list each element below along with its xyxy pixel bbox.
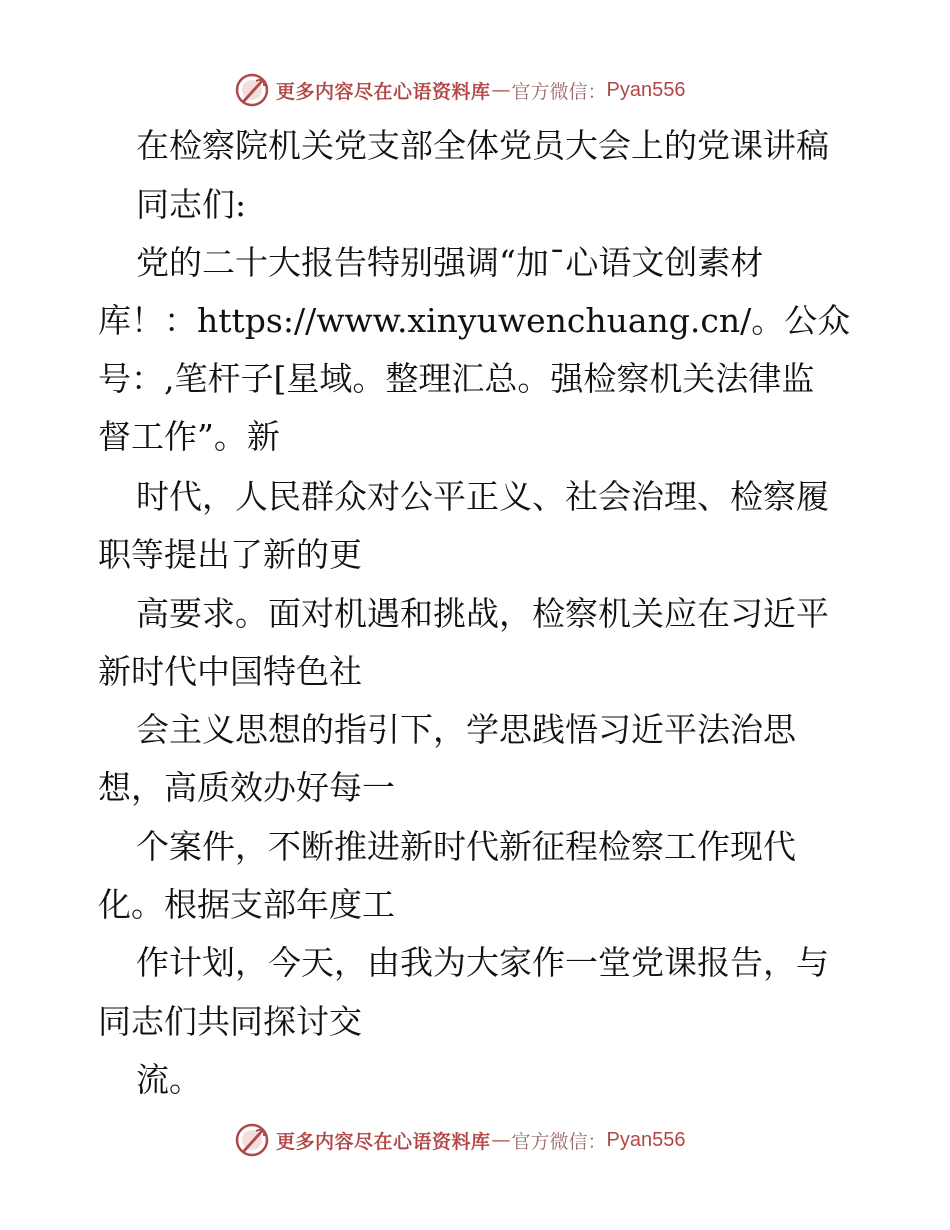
text-line: 督工作”。新 xyxy=(98,417,280,456)
text-line: 库！：https://www.xinyuwenchuang.cn/。公众 xyxy=(98,301,851,340)
banner-wechat-label: 官方微信： xyxy=(511,1130,607,1153)
salutation: 同志们: xyxy=(136,185,247,224)
banner-wechat-id: Pyan556 xyxy=(606,78,686,101)
footer-banner xyxy=(234,1120,686,1160)
banner-wechat-id: Pyan556 xyxy=(606,1128,686,1151)
text-line: 想，高质效办好每一 xyxy=(98,768,395,807)
banner-site-text: 更多内容尽在心语资料库 xyxy=(276,80,491,103)
quill-logo-icon xyxy=(234,72,270,108)
text-line: 职等提出了新的更 xyxy=(98,535,362,574)
text-line: 个案件，不断推进新时代新征程检察工作现代 xyxy=(136,827,796,866)
text-line: 时代，人民群众对公平正义、社会治理、检察履 xyxy=(136,477,829,516)
banner-wechat-label: 官方微信： xyxy=(511,80,607,103)
text-line: 党的二十大报告特别强调“加¯心语文创素材 xyxy=(136,243,764,282)
text-line: 号：,笔杆子[星域。整理汇总。强检察机关法律监 xyxy=(98,359,815,398)
banner-separator: — xyxy=(491,79,511,101)
text-line: 新时代中国特色社 xyxy=(98,652,362,691)
text-line: 同志们共同探讨交 xyxy=(98,1002,362,1041)
text-line: 高要求。面对机遇和挑战，检察机关应在习近平 xyxy=(136,594,829,633)
text-line: 流。 xyxy=(136,1060,202,1099)
quill-logo-icon xyxy=(234,1122,270,1158)
banner-site-text: 更多内容尽在心语资料库 xyxy=(276,1130,491,1153)
text-line: 化。根据支部年度工 xyxy=(98,885,395,924)
text-line: 作计划，今天，由我为大家作一堂党课报告，与 xyxy=(136,943,829,982)
text-line: 会主义思想的指引下，学思践悟习近平法治思 xyxy=(136,710,796,749)
banner-separator: — xyxy=(491,1129,511,1151)
header-banner xyxy=(234,70,686,110)
document-title: 在检察院机关党支部全体党员大会上的党课讲稿 xyxy=(136,126,829,165)
